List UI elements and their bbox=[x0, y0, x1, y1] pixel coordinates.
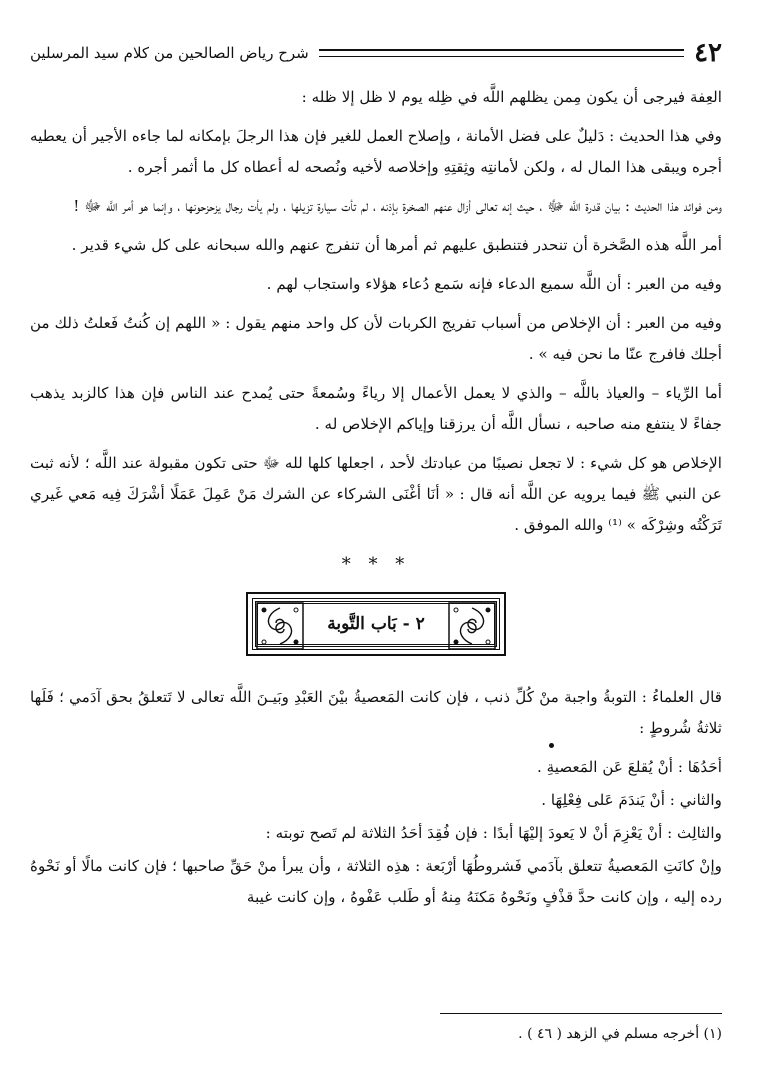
ink-dot bbox=[549, 743, 554, 748]
ornamental-title-box bbox=[246, 592, 506, 656]
paragraph: وفي هذا الحديث : دَليلٌ على فضل الأمانة ، وإصلاح العمل للغير فإن هذا الرجلَ بإمكانه لما جاءه الأجير أن يعطيه أجره ويبقى هذا المال له ، ولكن لأمانتِه وثِقتِهِ وإخلاصه لأخيه ونُصحه له أعطاه كل ما أثمر أجره . bbox=[30, 127, 722, 176]
section-title: ٢ - بَاب التَّوبة bbox=[327, 613, 425, 634]
section-separator: * * * bbox=[341, 554, 411, 575]
condition-line: والثالِث : أنْ يَعْزِمَ أنْ لا يَعودَ إليْهَا أبدًا : فإن فُقِدَ أحَدُ الثلاثة لم تَصح توبته : bbox=[265, 824, 722, 842]
running-title: شرح رياض الصالحين من كلام سيد المرسلين bbox=[30, 44, 309, 62]
page-body bbox=[30, 82, 722, 921]
paragraph: ومن فوائد هذا الحديث : بيان قدرة اللَّه ﷻ ، حيث إنه تعالى أزال عنهم الصخرة بإذنه ، لم تأت سيارة تزيلها ، ولم يأت رجال يزحزحونها ، وإنما هو أمر اللَّه ﷻ ! bbox=[73, 197, 722, 215]
header-rule bbox=[319, 49, 684, 57]
page-header bbox=[30, 36, 722, 70]
section-heading-frame bbox=[30, 592, 722, 656]
paragraph: قال العلماءُ : التوبةُ واجبة منْ كُلِّ ذنب ، فإن كانت المَعصيةُ بيْنَ العَبْدِ وبَيـنَ اللَّه تعالى لا تَتعلقُ بحق آدَمي ؛ فَلَها ثلاثةُ شُروطٍ : bbox=[30, 688, 722, 737]
paragraph: أما الرِّياء – والعياذ باللَّه – والذي لا يعمل الأعمال إلا رياءً وسُمعةً حتى يُمدح عند الناس فإن هذا كالزبد يذهب جفاءً لا ينتفع منه صاحبه ، نسأل اللَّه أن يرزقنا وإياكم الإخلاص له . bbox=[30, 384, 722, 433]
condition-line: أحَدُهَا : أنْ يُقلعَ عَن المَعصيةِ . bbox=[537, 758, 722, 776]
paragraph: وفيه من العبر : أن الإخلاص من أسباب تفريج الكربات لأن كل واحد منهم يقول : « اللهم إن كُنتُ فَعلتُ ذلك من أجلك فافرج عنّا ما نحن فيه » . bbox=[30, 314, 722, 363]
paragraph: وإنْ كانَتِ المَعصيةُ تتعلق بآدَمي فَشروطُهَا أرْبَعة : هذِه الثلاثة ، وأن يبرأ منْ حَقِّ صاحبها ؛ فإن كانت مالًا أو نَحْوهُ رده إليه ، وإن كانت حدَّ قذْفٍ ونَحْوهُ مَكنَهُ مِنهُ أو طَلب عَفْوهُ ، وإن كانت غيبة bbox=[30, 857, 722, 906]
paragraph: أمر اللَّه هذه الصَّخرة أن تنحدر فتنطبق عليهم ثم أمرها أن تنفرج عنهم والله سبحانه على كل شيء قدير . bbox=[71, 236, 722, 254]
footnote-rule bbox=[440, 1013, 722, 1014]
floral-ornament-icon bbox=[448, 602, 496, 650]
paragraph: الإخلاص هو كل شيء : لا تجعل نصيبًا من عبادتك لأحد ، اجعلها كلها لله ﷻ حتى تكون مقبولة عند اللَّه ؛ لأنه ثبت عن النبي ﷺ فيما يرويه عن اللَّه أنه قال : « أنَا أغْنَى الشركاء عن الشرك مَنْ عَمِلَ عَمَلًا أشْرَكَ فِيه مَعي غَيري تَرَكْتُه وشِرْكَه » ⁽¹⁾ والله الموفق . bbox=[30, 454, 722, 534]
condition-line: والثاني : أنْ يَندَمَ عَلى فِعْلِهَا . bbox=[541, 791, 722, 809]
floral-ornament-icon bbox=[256, 602, 304, 650]
paragraph: العِفة فيرجى أن يكون مِمن يظلهم اللَّه في ظِله يوم لا ظل إلا ظله : bbox=[301, 88, 722, 106]
page-number: ٤٢ bbox=[694, 38, 722, 68]
paragraph: وفيه من العبر : أن اللَّه سميع الدعاء فإنه سَمع دُعاء هؤلاء واستجاب لهم . bbox=[266, 275, 722, 293]
footnote: (١) أخرجه مسلم في الزهد ( ٤٦ ) . bbox=[518, 1026, 722, 1042]
